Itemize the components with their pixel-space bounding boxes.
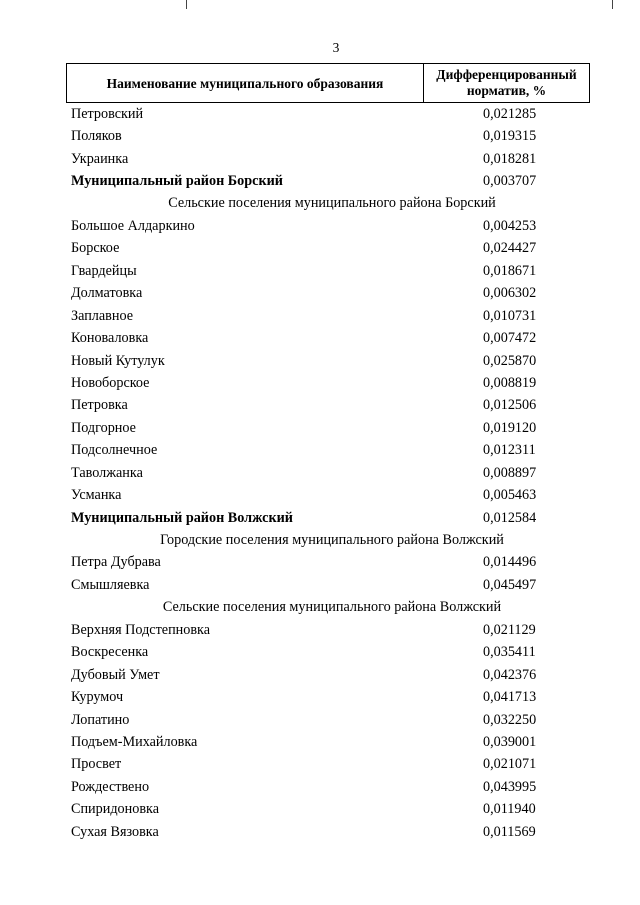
municipality-name: Поляков: [71, 128, 122, 145]
table-row: [0, 664, 640, 686]
normative-value: 0,024427: [483, 240, 537, 257]
section-title: Сельские поселения муниципального района Волжский: [162, 599, 502, 616]
municipality-name: Петровка: [71, 397, 128, 414]
municipality-name: Большое Алдаркино: [71, 217, 195, 234]
municipality-name: Подгорное: [71, 419, 136, 436]
municipality-name: Гвардейцы: [71, 262, 137, 279]
table-row: [0, 484, 640, 506]
normative-value: 0,019315: [483, 128, 537, 145]
municipality-name: Муниципальный район Борский: [71, 173, 283, 190]
municipality-name: Лопатино: [71, 711, 130, 728]
table-body: [0, 103, 640, 843]
municipality-name: Украинка: [71, 150, 129, 167]
municipality-name: Подъем-Михайловка: [71, 733, 198, 750]
normative-value: 0,045497: [483, 576, 537, 593]
normative-value: 0,014496: [483, 554, 537, 571]
municipality-name: Подсолнечное: [71, 442, 158, 459]
normative-value: 0,035411: [483, 644, 536, 661]
table-row: [0, 462, 640, 484]
scan-mark-right: [612, 0, 613, 9]
table-row: [0, 619, 640, 641]
table-row: [0, 215, 640, 237]
table-row: [0, 731, 640, 753]
table-row: [0, 148, 640, 170]
district-row: [0, 170, 640, 192]
normative-value: 0,012311: [483, 442, 536, 459]
municipality-name: Спиридоновка: [71, 801, 160, 818]
normative-value: 0,018671: [483, 262, 537, 279]
municipality-name: Борское: [71, 240, 120, 257]
normative-value: 0,011940: [483, 801, 536, 818]
table-row: [0, 395, 640, 417]
normative-value: 0,011569: [483, 823, 536, 840]
normative-value: 0,003707: [483, 173, 537, 190]
municipality-name: Таволжанка: [71, 464, 143, 481]
table-row: [0, 372, 640, 394]
section-heading: [0, 529, 640, 551]
municipality-name: Воскресенка: [71, 644, 149, 661]
table-row: [0, 417, 640, 439]
normative-value: 0,010731: [483, 307, 537, 324]
table-row: [0, 238, 640, 260]
table-header: [66, 63, 590, 103]
normative-value: 0,041713: [483, 689, 537, 706]
municipality-name: Новый Кутулук: [71, 352, 165, 369]
normative-value: 0,025870: [483, 352, 537, 369]
normative-value: 0,021129: [483, 621, 536, 638]
municipality-name: Новоборское: [71, 374, 150, 391]
normative-value: 0,043995: [483, 778, 537, 795]
normative-value: 0,032250: [483, 711, 537, 728]
municipality-name: Долматовка: [71, 285, 143, 302]
section-heading: [0, 193, 640, 215]
table-row: [0, 799, 640, 821]
table-row: [0, 821, 640, 843]
normative-value: 0,008819: [483, 374, 537, 391]
municipality-name: Муниципальный район Волжский: [71, 509, 293, 526]
normative-value: 0,007472: [483, 330, 537, 347]
normative-value: 0,021071: [483, 756, 537, 773]
municipality-name: Коноваловка: [71, 330, 149, 347]
scan-mark-left: [186, 0, 187, 9]
table-row: [0, 440, 640, 462]
table-row: [0, 350, 640, 372]
municipality-name: Усманка: [71, 487, 122, 504]
table-row: [0, 709, 640, 731]
municipality-name: Заплавное: [71, 307, 134, 324]
municipality-name: Смышляевка: [71, 576, 150, 593]
table-row: [0, 552, 640, 574]
municipality-name: Дубовый Умет: [71, 666, 160, 683]
municipality-name: Курумоч: [71, 689, 124, 706]
normative-value: 0,006302: [483, 285, 537, 302]
table-row: [0, 574, 640, 596]
section-heading: [0, 597, 640, 619]
municipality-name: Петра Дубрава: [71, 554, 161, 571]
municipality-name: Верхняя Подстепновка: [71, 621, 211, 638]
normative-value: 0,012584: [483, 509, 537, 526]
table-row: [0, 260, 640, 282]
table-row: [0, 776, 640, 798]
normative-value: 0,008897: [483, 464, 537, 481]
header-value-line1: Дифференцированный: [436, 67, 577, 82]
section-title: Сельские поселения муниципального района Борский: [168, 195, 496, 212]
normative-value: 0,012506: [483, 397, 537, 414]
normative-value: 0,019120: [483, 419, 537, 436]
page-number: 3: [332, 40, 340, 55]
district-row: [0, 507, 640, 529]
table-row: [0, 754, 640, 776]
normative-value: 0,042376: [483, 666, 537, 683]
normative-value: 0,018281: [483, 150, 537, 167]
table-row: [0, 103, 640, 125]
table-row: [0, 642, 640, 664]
normative-value: 0,021285: [483, 105, 537, 122]
table-row: [0, 686, 640, 708]
section-title: Городские поселения муниципального района Волжский: [160, 532, 504, 549]
normative-value: 0,005463: [483, 487, 537, 504]
table-row: [0, 327, 640, 349]
table-row: [0, 125, 640, 147]
municipality-name: Просвет: [71, 756, 122, 773]
table-row: [0, 283, 640, 305]
header-value-line2: норматив, %: [466, 83, 547, 98]
municipality-name: Рождествено: [71, 778, 150, 795]
municipality-name: Петровский: [71, 105, 144, 122]
table-row: [0, 305, 640, 327]
normative-value: 0,039001: [483, 733, 537, 750]
normative-value: 0,004253: [483, 217, 537, 234]
header-name-column: Наименование муниципального образования: [67, 64, 424, 102]
header-value-column: [424, 64, 589, 102]
municipality-name: Сухая Вязовка: [71, 823, 159, 840]
